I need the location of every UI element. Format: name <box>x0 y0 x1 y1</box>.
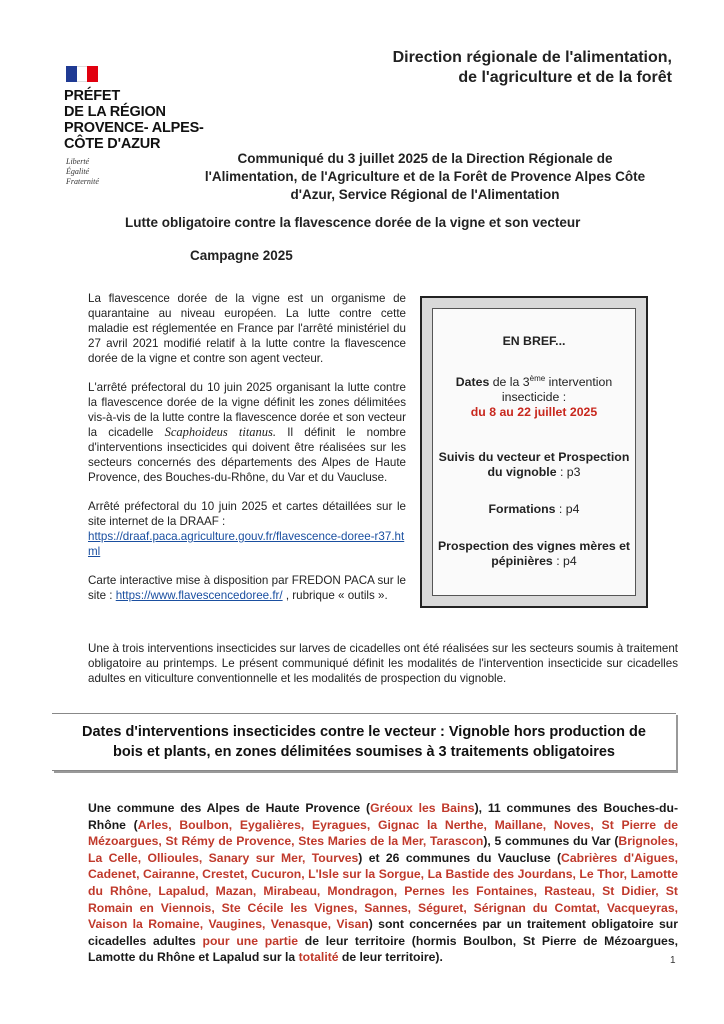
communes-paragraph <box>88 800 678 966</box>
bref-page-ref: : p4 <box>552 554 577 569</box>
communique-line: l'Alimentation, de l'Agriculture et de la Forêt de Provence Alpes Côte <box>204 169 646 184</box>
intro-text: Arrêté préfectoral du 10 juin 2025 et cartes détaillées sur le site internet de la DRAAF : <box>88 500 406 528</box>
species-name: Scaphoideus titanus. <box>164 425 277 439</box>
communes-text: Une commune des Alpes de Haute Provence ( <box>88 801 371 815</box>
intro-paragraph-4 <box>88 573 406 603</box>
communes-emphasis: totalité <box>298 950 339 965</box>
communes-text: de leur territoire (hormis Boulbon, St Pierre de Mézoargues, Lamotte du Rhône et Lapalud sur la <box>88 933 678 965</box>
motto-line: Fraternité <box>66 177 99 186</box>
communes-text: ), 11 communes des Bouches-du-Rhône ( <box>88 801 678 832</box>
banner-line: Dates d'interventions insecticides contre le vecteur : Vignoble hors production de <box>82 724 646 740</box>
bref-text: de la 3 <box>489 375 530 390</box>
bref-prospection <box>436 539 632 569</box>
intro-text: Carte interactive mise à disposition par FREDON PACA sur le site : <box>88 574 406 602</box>
logo-line: PROVENCE- ALPES- <box>64 120 204 136</box>
logo-line: PRÉFET <box>64 88 120 104</box>
motto-line: Égalité <box>66 167 90 176</box>
logo-line: DE LA RÉGION <box>64 104 166 120</box>
communes-text: ), 5 communes du Var ( <box>483 834 619 849</box>
communique-line: d'Azur, Service Régional de l'Alimentation <box>290 187 560 202</box>
bref-prospection-label: Prospection des vignes mères et pépinières <box>437 539 631 569</box>
bref-dates-label: Dates <box>455 375 490 390</box>
bref-page-ref: : p3 <box>556 465 581 480</box>
page-number: 1 <box>670 955 676 966</box>
bref-suivis <box>436 450 632 480</box>
communes-text: ) sont concernées par un traitement obligatoire sur cicadelles adultes <box>88 917 678 948</box>
en-bref-box <box>420 296 648 608</box>
intro-column <box>88 291 406 617</box>
prefet-logo-text <box>64 88 214 152</box>
bref-suivis-label: Suivis du vecteur et Prospection du vignoble <box>438 450 630 480</box>
communique-title <box>200 150 650 204</box>
direction-line: de l'agriculture et de la forêt <box>458 69 672 86</box>
bref-text: intervention insecticide : <box>501 375 613 405</box>
intro-paragraph-3 <box>88 499 406 559</box>
bref-page-ref: : p4 <box>555 502 580 517</box>
interventions-banner <box>52 713 676 771</box>
communes-text: de leur territoire). <box>338 950 443 965</box>
draaf-link[interactable]: https://draaf.paca.agriculture.gouv.fr/flavescence-doree-r37.html <box>88 530 405 558</box>
intro-text: L'arrêté préfectoral du 10 juin 2025 organisant la lutte contre la flavescence dorée de la vigne définit les zones délimitées vis-à-vis de la lutte contre la flavescence dorée et son vecteur la cicadelle <box>88 381 406 439</box>
motto-line: Liberté <box>66 157 90 166</box>
logo-line: CÔTE D'AZUR <box>64 136 161 152</box>
communes-list: Arles, Boulbon, Eygalières, Eyragues, Gignac la Nerthe, Maillane, Noves, St Pierre de Mézoargues, St Rémy de Provence, Stes Maries de la Mer, Tarascon <box>88 817 679 849</box>
direction-title <box>393 48 672 88</box>
intro-paragraph-1: La flavescence dorée de la vigne est un organisme de quarantaine au niveau européen. La lutte contre cette maladie est réglementée en France par l'arrêté ministériel du 27 avril 2021 modifié relatif à la lutte contre la flavescence dorée de la vigne et contre son agent vecteur. <box>88 292 406 365</box>
intro-paragraph-2 <box>88 380 406 485</box>
bref-formations <box>436 502 632 517</box>
communes-list: Gréoux les Bains <box>370 801 475 815</box>
french-flag-icon <box>66 66 98 82</box>
campaign-heading: Campagne 2025 <box>190 248 293 263</box>
communes-emphasis: pour une partie <box>202 933 298 948</box>
communique-line: Communiqué du 3 juillet 2025 de la Direction Régionale de <box>237 151 613 166</box>
motto <box>66 157 99 187</box>
intro-text: , rubrique « outils ». <box>282 589 388 602</box>
fredon-link[interactable]: https://www.flavescencedoree.fr/ <box>115 589 283 602</box>
direction-line: Direction régionale de l'alimentation, <box>392 49 672 66</box>
communes-list: Cabrières d'Aigues, Cadenet, Cairanne, Crestet, Cucuron, L'Isle sur la Sorgue, La Bastide des Jourdans, Le Thor, Lamotte du Rhône, Lapalud, Mazan, Mirabeau, Mondragon, Pernes les Fontaines, Rasteau, St Didier, St Romain en Viennois, Ste Cécile les Vignes, Sannes, Séguret, Sérignan du Comtat, Vacqueyras, Vaison la Romaine, Vaugines, Venasque, Visan <box>88 850 679 932</box>
banner-line: bois et plants, en zones délimitées soumises à 3 traitements obligatoires <box>112 744 615 760</box>
bref-sup: ème <box>529 374 546 383</box>
treatment-paragraph: Une à trois interventions insecticides sur larves de cicadelles ont été réalisées sur les secteurs soumis à traitement obligatoire au printemps. Le présent communiqué définit les modalités de l'intervention insecticide sur cicadelles adultes en viticulture conventionnelle et les modalités de prospection du vignoble. <box>88 642 678 685</box>
communes-list: Brignoles, La Celle, Ollioules, Sanary sur Mer, Tourves <box>88 834 678 865</box>
intro-text: Il définit le nombre d'interventions insecticides qui doivent être réalisées sur les secteurs concernés des départements des Alpes de Haute Provence, des Bouches-du-Rhône, du Var et du Vaucluse. <box>88 426 406 484</box>
subject-heading: Lutte obligatoire contre la flavescence dorée de la vigne et son vecteur <box>125 215 581 230</box>
bref-formations-label: Formations <box>488 502 556 517</box>
bref-dates-value: du 8 au 22 juillet 2025 <box>470 405 598 420</box>
en-bref-title: EN BREF... <box>502 334 566 348</box>
communes-text: ) et 26 communes du Vaucluse ( <box>358 850 562 865</box>
bref-dates <box>436 371 632 420</box>
